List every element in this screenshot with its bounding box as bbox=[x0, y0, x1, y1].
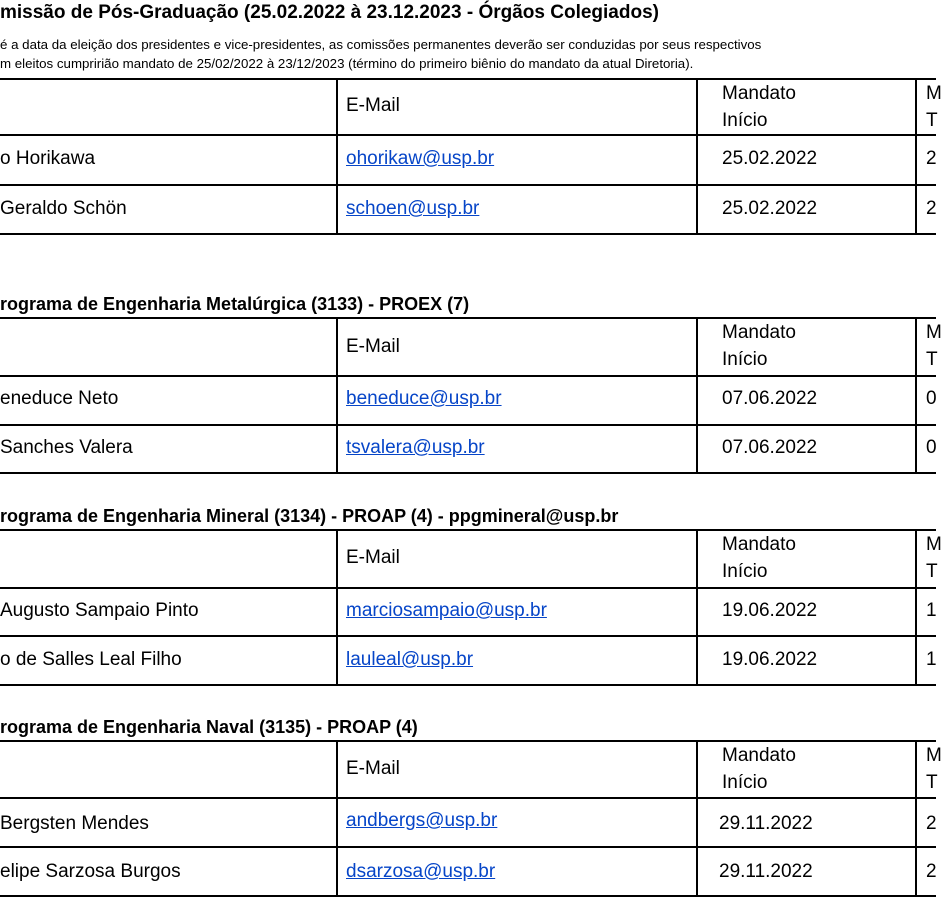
mandate-end-partial: 2 bbox=[926, 148, 937, 169]
committee-table-0 bbox=[0, 78, 942, 234]
header-inicio: Início bbox=[722, 772, 768, 793]
committee-table-1 bbox=[0, 317, 942, 473]
header-email: E-Mail bbox=[346, 758, 400, 779]
member-email-link[interactable]: marciosampaio@usp.br bbox=[346, 600, 547, 621]
member-name: Bergsten Mendes bbox=[0, 813, 149, 834]
header-col4-line1: M bbox=[926, 534, 942, 555]
note-line-2: m eleitos cumpririão mandato de 25/02/2022 à 23/12/2023 (término do primeiro biênio do mandato da atual Diretoria). bbox=[0, 56, 694, 71]
mandate-start: 07.06.2022 bbox=[722, 437, 818, 458]
mandate-end-partial: 1 bbox=[926, 649, 937, 670]
mandate-start: 29.11.2022 bbox=[719, 861, 813, 882]
mandate-start: 29.11.2022 bbox=[719, 813, 813, 834]
member-email-link[interactable]: dsarzosa@usp.br bbox=[346, 861, 496, 882]
header-inicio: Início bbox=[722, 349, 768, 370]
header-col4-line2: T bbox=[926, 110, 938, 131]
mandate-start: 25.02.2022 bbox=[722, 148, 818, 169]
mandate-end-partial: 2 bbox=[926, 198, 937, 219]
section-title-naval: rograma de Engenharia Naval (3135) - PROAP (4) bbox=[0, 717, 418, 737]
member-name: o Horikawa bbox=[0, 148, 96, 169]
mandate-end-partial: 0 bbox=[926, 437, 937, 458]
section-title-metalurgica: rograma de Engenharia Metalúrgica (3133) - PROEX (7) bbox=[0, 294, 470, 314]
member-name: Augusto Sampaio Pinto bbox=[0, 600, 199, 621]
member-email-link[interactable]: lauleal@usp.br bbox=[346, 649, 474, 670]
header-inicio: Início bbox=[722, 561, 768, 582]
header-email: E-Mail bbox=[346, 547, 400, 568]
header-col4-line2: T bbox=[926, 772, 938, 793]
header-col4-line2: T bbox=[926, 349, 938, 370]
header-col4-line2: T bbox=[926, 561, 938, 582]
header-col4-line1: M bbox=[926, 745, 942, 766]
member-name: eneduce Neto bbox=[0, 388, 119, 409]
member-email-link[interactable]: andbergs@usp.br bbox=[346, 810, 498, 831]
mandate-start: 19.06.2022 bbox=[722, 600, 818, 621]
header-mandato: Mandato bbox=[722, 534, 796, 555]
mandate-start: 25.02.2022 bbox=[722, 198, 818, 219]
header-mandato: Mandato bbox=[722, 83, 796, 104]
member-name: elipe Sarzosa Burgos bbox=[0, 861, 181, 882]
member-name: o de Salles Leal Filho bbox=[0, 649, 182, 670]
header-email: E-Mail bbox=[346, 95, 400, 116]
member-name: Geraldo Schön bbox=[0, 198, 127, 219]
committee-table-3 bbox=[0, 740, 942, 897]
header-col4-line1: M bbox=[926, 322, 942, 343]
mandate-start: 07.06.2022 bbox=[722, 388, 818, 409]
member-email-link[interactable]: beneduce@usp.br bbox=[346, 388, 502, 409]
mandate-end-partial: 0 bbox=[926, 388, 937, 409]
section-title-mineral: rograma de Engenharia Mineral (3134) - PROAP (4) - ppgmineral@usp.br bbox=[0, 506, 619, 526]
page-title: missão de Pós-Graduação (25.02.2022 à 23.12.2023 - Órgãos Colegiados) bbox=[0, 2, 659, 23]
mandate-start: 19.06.2022 bbox=[722, 649, 818, 670]
member-email-link[interactable]: ohorikaw@usp.br bbox=[346, 148, 495, 169]
header-inicio: Início bbox=[722, 110, 768, 131]
mandate-end-partial: 1 bbox=[926, 600, 937, 621]
mandate-end-partial: 2 bbox=[926, 861, 937, 882]
mandate-end-partial: 2 bbox=[926, 813, 937, 834]
member-email-link[interactable]: schoen@usp.br bbox=[346, 198, 480, 219]
header-col4-line1: M bbox=[926, 83, 942, 104]
header-mandato: Mandato bbox=[722, 322, 796, 343]
note-line-1: é a data da eleição dos presidentes e vice-presidentes, as comissões permanentes deverão ser conduzidas por seus respectivos bbox=[0, 37, 762, 52]
member-email-link[interactable]: tsvalera@usp.br bbox=[346, 437, 485, 458]
header-mandato: Mandato bbox=[722, 745, 796, 766]
member-name: Sanches Valera bbox=[0, 437, 133, 458]
header-email: E-Mail bbox=[346, 336, 400, 357]
committee-table-2 bbox=[0, 529, 942, 685]
